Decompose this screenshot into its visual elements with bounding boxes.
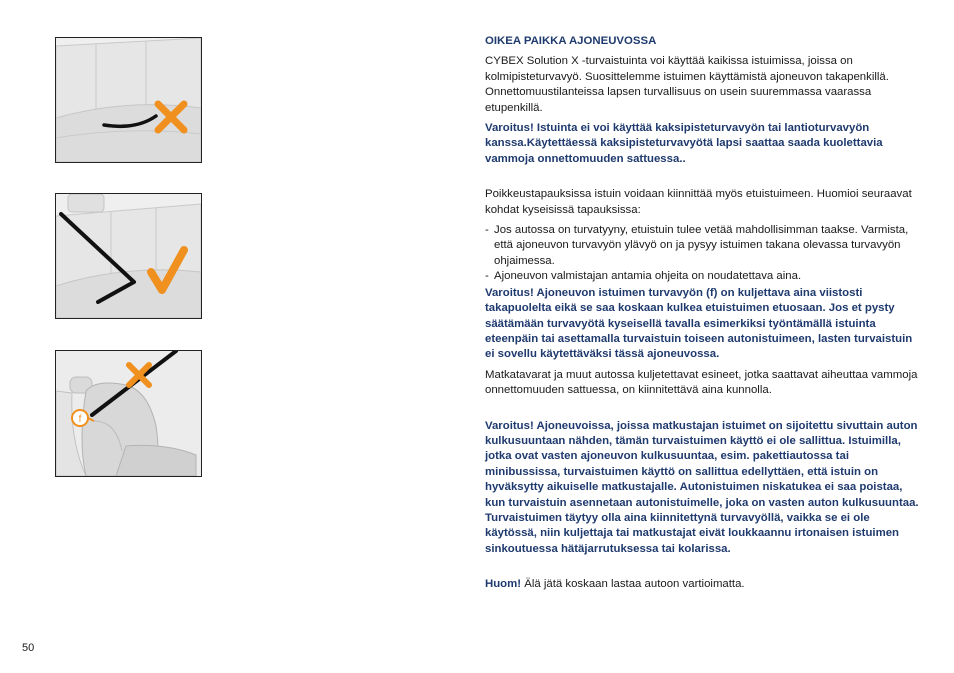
list-item: - Jos autossa on turvatyyny, etuistuin tulee vetää mahdollisimman taakse. Varmista, että ajoneuvon turvavyön ylävyö on ja pysyy istuimen takana olevassa turvavyön ohjaimessa. — [485, 223, 920, 269]
warning-belt-routing: Varoitus! Ajoneuvon istuimen turvavyön (f) on kuljettava aina viistosti takapuolelta eikä se saa koskaan kulkea etuistuimen etuosaan. Jos et pysty säätämään turvavyötä kyseisellä tavalla esimerkiksi työntämällä istuinta eteenpäin tai asettamalla turvaistuin toiseen autonistuimeen, lasten turvaistuin ei sovellu käytettäväksi tässä ajoneuvossa. — [485, 286, 913, 361]
warning-two-point-belt: Varoitus! Istuinta ei voi käyttää kaksipisteturvavyön tai lantioturvavyön kanssa.Käytettäessä kaksipisteturvavyötä lapsi saattaa saada kuolettavia vammoja onnettomuuden sattuessa.. — [485, 122, 883, 165]
belt-label-f-icon — [72, 410, 88, 426]
illustration-lap-belt-not-allowed — [55, 37, 202, 163]
note-label: Huom! — [485, 578, 522, 591]
illustration-belt-routing — [55, 350, 202, 477]
belt-label: f — [78, 414, 82, 425]
car-bench-seat-illustration — [56, 194, 201, 318]
note-text: Älä jätä koskaan lastaa autoon vartioimatta. — [521, 578, 745, 591]
exception-paragraph: Poikkeustapauksissa istuin voidaan kiinnittää myös etuistuimeen. Huomioi seuraavat kohdat kyseisissä tapauksissa: — [485, 188, 912, 216]
car-seat-side-illustration — [56, 351, 201, 476]
text-column — [485, 34, 920, 598]
intro-paragraph: CYBEX Solution X -turvaistuinta voi käyttää kaikissa istuimissa, joissa on kolmipisteturvavyö. Suosittelemme istuimen käyttämistä ajoneuvon takapenkillä. Onnettomuustilanteissa lapsen turvallisuus on usein suuremmassa vaarassa etupenkillä. — [485, 55, 889, 114]
list-item: - Ajoneuvon valmistajan antamia ohjeita on noudatettava aina. — [485, 269, 920, 284]
car-bench-seat-illustration — [56, 38, 201, 162]
note-paragraph — [485, 577, 920, 592]
luggage-paragraph: Matkatavarat ja muut autossa kuljetettavat esineet, jotka saattavat aiheuttaa vammoja onnettomuuden sattuessa, on kiinnitettävä aina kunnolla. — [485, 368, 918, 397]
exception-list — [485, 223, 920, 285]
warning-seat-orientation: Varoitus! Ajoneuvoissa, joissa matkustajan istuimet on sijoitettu sivuttain auton kulkusuuntaan nähden, tämän turvaistuimen käyttö ei ole sallittua. Istuimilla, jotka ovat vasten ajoneuvon kulkusuuntaa, esim. pakettiautossa tai minibussissa, turvaistuimen käyttö on sallittua edellyttäen, että istuin on hyväksytty aikuiselle matkustajalle. Autonistuimen niskatukea ei saa poistaa, kun turvaistuin asennetaan autonistuimelle, joka on vasten auton kulkusuuntaa. Turvaistuimen täytyy olla aina kiinnitettynä turvavyöllä, vaikka se ei ole käytössä, niin kuljettaja tai matkustajat eivät loukkaannu irtonaisen istuimen sinkoutuessa hätäjarrutuksessa tai kolarissa. — [485, 419, 919, 555]
section-heading: OIKEA PAIKKA AJONEUVOSSA — [485, 35, 657, 47]
page-number: 50 — [22, 642, 35, 654]
illustration-three-point-belt-allowed — [55, 193, 202, 319]
